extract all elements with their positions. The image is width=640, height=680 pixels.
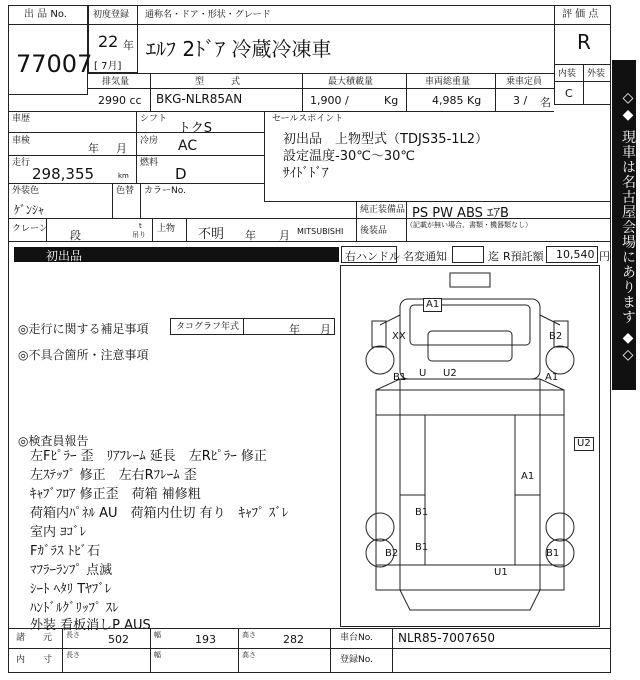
inspector-report-label: ◎検査員報告 bbox=[18, 434, 89, 448]
aftermarket-label: 後装品 bbox=[360, 226, 388, 236]
max-load-unit: Kg bbox=[384, 94, 399, 107]
inspector-line: 左ｽﾃｯﾌﾟ 修正 左右Rﾌﾚｰﾑ 歪 bbox=[30, 468, 197, 483]
sales-point-1: 初出品 上物型式（TDJS35-1L2） bbox=[283, 132, 489, 147]
body-brand: MITSUBISHI bbox=[297, 227, 344, 236]
ac-label: 冷房 bbox=[140, 136, 159, 146]
model-type: BKG-NLR85AN bbox=[156, 92, 243, 106]
truck-diagram bbox=[340, 265, 600, 627]
color-change-label: 色替 bbox=[116, 186, 135, 196]
damage-mark-b1-left: B1 bbox=[393, 372, 407, 383]
mileage-unit: km bbox=[118, 172, 129, 180]
shift-value: トクS bbox=[178, 121, 212, 136]
gross-weight: 4,985 Kg bbox=[432, 94, 482, 107]
max-load-label: 最大積載量 bbox=[328, 77, 374, 87]
damage-mark-b1-box-lower: B1 bbox=[415, 542, 429, 553]
sales-point-2: 設定温度-30℃～30℃ bbox=[283, 149, 415, 164]
driving-notes-label: ◎走行に関する補足事項 bbox=[18, 322, 149, 336]
inspector-line: ｷｬﾌﾞﾌﾛｱ 修正歪 荷箱 補修粗 bbox=[30, 487, 201, 502]
capacity: 3 / bbox=[513, 94, 528, 107]
damage-mark-a1-right: A1 bbox=[545, 372, 559, 383]
first-listing-text: 初出品 bbox=[46, 249, 83, 263]
inspector-line: 荷箱内ﾊﾟﾈﾙ AU 荷箱内仕切 有り ｷｬﾌﾟ ｽﾞﾚ bbox=[30, 506, 289, 521]
length-value: 502 bbox=[108, 633, 129, 646]
mileage-value: 298,355 bbox=[32, 165, 95, 183]
recycle-yen: 円 bbox=[599, 250, 610, 263]
gross-weight-label: 車両総重量 bbox=[425, 77, 471, 87]
tachograph-year: 年 bbox=[289, 323, 300, 336]
inspector-line: ｼｰﾄ ﾍﾀﾘ Tﾔﾌﾞﾚ bbox=[30, 582, 112, 597]
shift-label: シフト bbox=[140, 114, 168, 124]
length-label: 長さ bbox=[66, 631, 80, 639]
dims-label: 諸 元 bbox=[16, 633, 53, 643]
fuel-label: 燃料 bbox=[140, 158, 159, 168]
damage-mark-b2-left-rear: B2 bbox=[385, 548, 399, 559]
inner-height-label: 高さ bbox=[242, 651, 256, 659]
reg-month: [ 7月] bbox=[94, 61, 122, 72]
inspector-line: ﾏﾌﾗｰﾗﾝﾌﾟ 点滅 bbox=[30, 563, 113, 578]
damage-mark-b1-box-upper: B1 bbox=[415, 507, 429, 518]
damage-mark-u2-side: U2 bbox=[574, 437, 594, 451]
interior-grade: C bbox=[565, 87, 573, 100]
max-load: 1,900 / bbox=[310, 94, 349, 107]
color-label: 外装色 bbox=[12, 186, 40, 196]
color-no-label: カラーNo. bbox=[144, 186, 186, 196]
defect-notes-label: ◎不具合箇所・注意事項 bbox=[18, 348, 149, 362]
height-label: 高さ bbox=[242, 631, 256, 639]
lot-no-label: 出 品 No. bbox=[24, 9, 67, 20]
model-label: 通称名・ドア・形状・グレード bbox=[145, 10, 271, 20]
grade-value: R bbox=[577, 30, 591, 54]
exterior-label: 外装 bbox=[587, 69, 606, 79]
mileage-label: 走行 bbox=[12, 158, 31, 168]
inspection-year: 年 bbox=[88, 142, 99, 155]
registration-label: 登録No. bbox=[340, 655, 373, 665]
inspection-label: 車検 bbox=[12, 136, 31, 146]
location-banner-text: ◇◆ 現車は名古屋会場にあります ◆◇ bbox=[620, 90, 636, 364]
name-change-box bbox=[452, 246, 484, 263]
damage-mark-u2-cab: U2 bbox=[443, 368, 457, 379]
width-label: 幅 bbox=[154, 631, 161, 639]
aftermarket-note: （記載が無い場合、書類・機器類なし） bbox=[406, 221, 532, 229]
recycle-amount: 10,540 bbox=[556, 248, 595, 261]
type-label: 型 式 bbox=[195, 77, 241, 87]
damage-mark-a1-box: A1 bbox=[521, 471, 535, 482]
reg-year: 22 bbox=[98, 32, 119, 51]
crane-hook: 吊り bbox=[132, 231, 146, 239]
damage-mark-u: U bbox=[419, 368, 427, 379]
damage-mark-a1-top: A1 bbox=[423, 298, 442, 312]
inner-length-label: 長さ bbox=[66, 651, 80, 659]
capacity-unit: 名 bbox=[540, 96, 551, 109]
crane-stage: 段 bbox=[70, 229, 81, 242]
genuine-equipment-label: 純正装備品 bbox=[360, 205, 406, 215]
inspection-month: 月 bbox=[116, 142, 127, 155]
ac-value: AC bbox=[178, 138, 198, 154]
inner-dims-label: 内 寸 bbox=[16, 655, 53, 665]
history-label: 車歴 bbox=[12, 114, 31, 124]
crane-ton: t bbox=[139, 222, 142, 230]
model-name: ｴﾙﾌ 2ﾄﾞｱ 冷蔵冷凍車 bbox=[146, 37, 332, 61]
fuel-value: D bbox=[175, 165, 187, 183]
displacement: 2990 cc bbox=[98, 94, 142, 107]
tachograph-label: タコグラフ年式 bbox=[176, 322, 240, 332]
displacement-label: 排気量 bbox=[102, 77, 130, 87]
width-value: 193 bbox=[195, 633, 216, 646]
inspector-line: 左Fﾋﾟﾗｰ 歪 ﾘｱﾌﾚｰﾑ 延長 左Rﾋﾟﾗｰ 修正 bbox=[30, 449, 267, 464]
body-year: 年 bbox=[245, 229, 256, 242]
steering: 右ハンドル bbox=[345, 250, 400, 263]
capacity-label: 乗車定員 bbox=[506, 77, 543, 87]
inspector-line: ﾊﾝﾄﾞﾙｸﾞﾘｯﾌﾟ ｽﾚ bbox=[30, 601, 119, 616]
inner-width-label: 幅 bbox=[154, 651, 161, 659]
body-maker: 不明 bbox=[198, 227, 225, 242]
tachograph-month: 月 bbox=[320, 323, 331, 336]
lot-number: 77007 bbox=[16, 50, 93, 78]
crane-label: クレーン bbox=[12, 224, 48, 234]
interior-label: 内装 bbox=[558, 69, 577, 79]
genuine-equipment: PS PW ABS ｴｱB bbox=[412, 206, 509, 221]
body-month: 月 bbox=[279, 229, 290, 242]
height-value: 282 bbox=[283, 633, 304, 646]
first-reg-label: 初度登録 bbox=[93, 10, 130, 20]
damage-mark-b2-right: B2 bbox=[549, 331, 563, 342]
chassis-number: NLR85-7007650 bbox=[398, 631, 496, 645]
reg-year-unit: 年 bbox=[123, 39, 134, 52]
inspector-line: 外装 看板消しP AUS bbox=[30, 618, 151, 633]
damage-mark-xx: XX bbox=[392, 331, 406, 342]
name-change-label: 名変通知 bbox=[403, 250, 447, 263]
sales-point-3: ｻｲﾄﾞﾄﾞｱ bbox=[283, 166, 329, 181]
damage-mark-u1: U1 bbox=[494, 567, 508, 578]
grade-label: 評 価 点 bbox=[562, 9, 599, 20]
inspector-line: 室内 ﾖｺﾞﾚ bbox=[30, 525, 87, 540]
damage-mark-b1-right-rear: B1 bbox=[546, 548, 560, 559]
chassis-label: 車台No. bbox=[340, 633, 373, 643]
inspector-line: Fｶﾞﾗｽ ﾄﾋﾞ石 bbox=[30, 544, 101, 559]
color-value: ｹﾞﾝｼｬ bbox=[14, 203, 45, 217]
recycle-label: R預託額 bbox=[503, 250, 544, 263]
body-label: 上物 bbox=[157, 224, 176, 234]
sales-points-label: セールスポイント bbox=[272, 114, 344, 124]
deadline-label: 迄 bbox=[488, 250, 499, 263]
